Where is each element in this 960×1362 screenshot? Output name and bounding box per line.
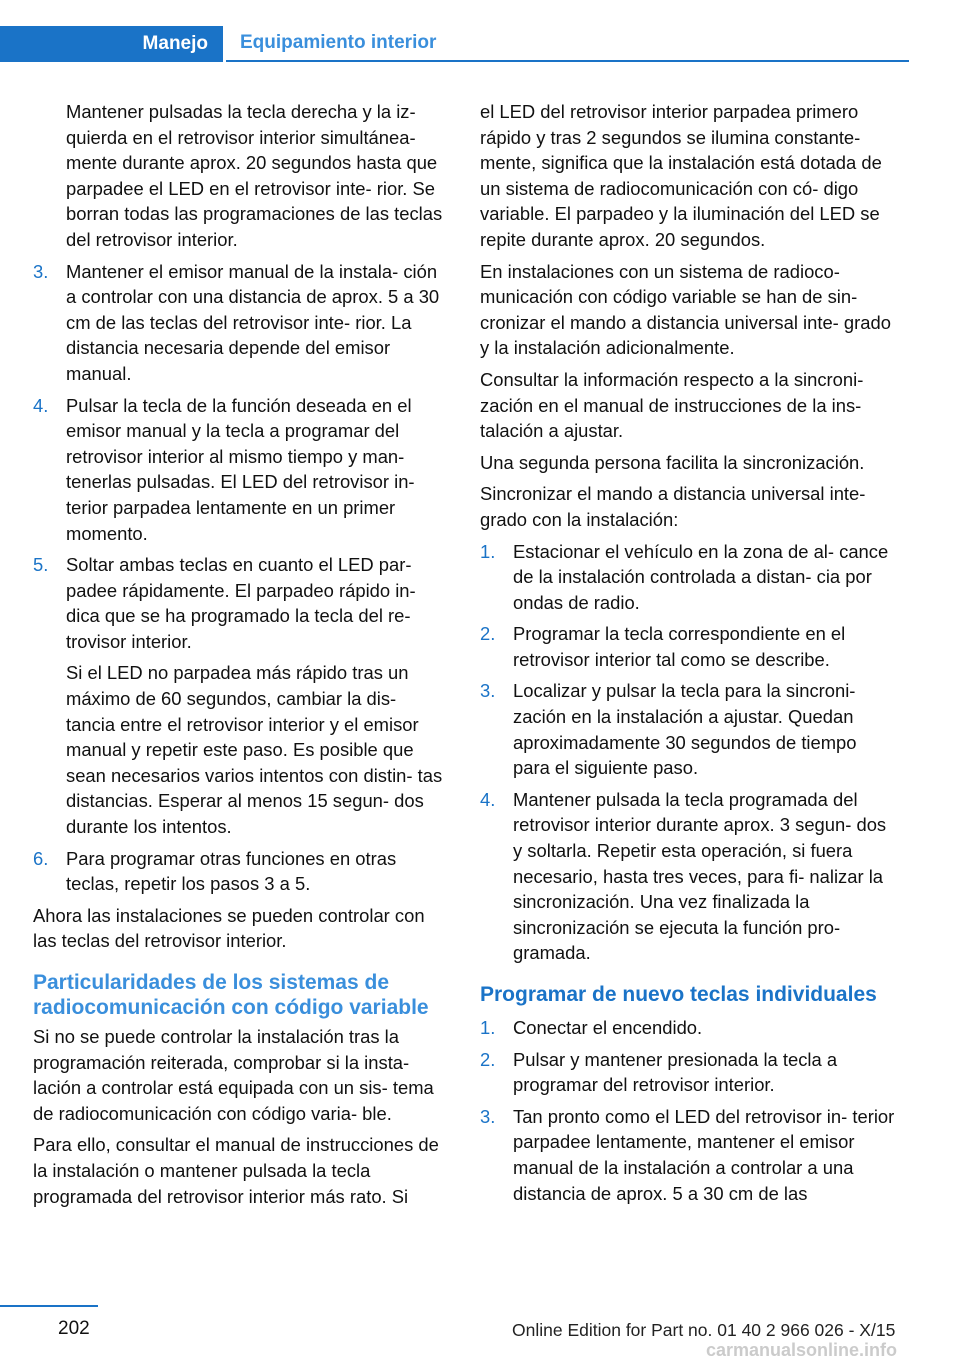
step-number: 6. [33, 847, 49, 869]
chapter-tab: Manejo [0, 26, 223, 62]
list-item [480, 1104, 898, 1206]
step-text: Pulsar la tecla de la función deseada en el emisor manual y la tecla a programar del retrovisor interior al mismo tiempo y man‐ tenerlas pulsadas. El LED del retrovisor in‐ terior parpadea lentamente en un primer momento. [66, 394, 415, 544]
paragraph: Para ello, consultar el manual de instrucciones de la instalación o mantener pulsada la tecla programada del retrovisor interior más rato. Si [33, 1134, 439, 1207]
watermark: carmanualsonline.info [706, 1340, 898, 1360]
paragraph: Si no se puede controlar la instalación tras la programación reiterada, comprobar si la insta‐ lación a controlar está equipada con un sis‐ tema de radiocomunicación con código varia‐ ble. [33, 1026, 434, 1124]
step-text: Mantener pulsada la tecla programada del retrovisor interior durante aprox. 3 segun‐ dos y soltarla. Repetir esta operación, si fuera necesario, hasta tres veces, para fi‐ nalizar la sincronización. Una vez finalizada la sincronización se ejecuta la función pro‐ gramada. [513, 788, 887, 964]
step-number: 3. [480, 680, 496, 702]
list-item [480, 678, 898, 780]
paragraph: Sincronizar el mando a distancia universal inte‐ grado con la instalación: [480, 483, 866, 530]
paragraph: En instalaciones con un sistema de radioco‐ municación con código variable se han de sin‐ cronizar el mando a distancia universal inte‐ grado y la instalación adicionalmente. [480, 260, 891, 359]
edition-text: Online Edition for Part no. 01 40 2 966 026 - X/15 [512, 1320, 896, 1340]
step-number: 2. [480, 623, 496, 645]
after-steps-paragraph: Ahora las instalaciones se pueden controlar con las teclas del retrovisor interior. [33, 904, 425, 952]
step-number: 4. [480, 788, 496, 810]
list-item [480, 787, 898, 966]
intro-paragraph: Mantener pulsadas la tecla derecha y la iz‐ quierda en el retrovisor interior simultánea‐ mente durante aprox. 20 segundos hasta que parpadee el LED en el retrovisor inte‐ rior. Se borran todas las programaciones de las teclas del retrovisor interior. [66, 101, 443, 250]
page-number: 202 [58, 1318, 90, 1339]
list-item [480, 1047, 898, 1098]
list-item [480, 1015, 898, 1041]
list-item [33, 259, 448, 387]
step-text: Estacionar el vehículo en la zona de al‐ cance de la instalación controlada a distan‐ cia por ondas de radio. [513, 540, 889, 613]
list-item [33, 846, 448, 897]
right-column [480, 99, 898, 1212]
step-number: 5. [33, 554, 49, 576]
step-number: 3. [480, 1105, 496, 1127]
list-item [33, 393, 448, 547]
step-text: Para programar otras funciones en otras teclas, repetir los pasos 3 a 5. [66, 847, 397, 895]
step-text: Pulsar y mantener presionada la tecla a programar del retrovisor interior. [513, 1048, 838, 1096]
step-text: Conectar el encendido. [513, 1017, 703, 1038]
footer-rule [0, 1305, 98, 1307]
step-text: Tan pronto como el LED del retrovisor in‐ terior parpadee lentamente, mantener el emisor manual de la instalación a controlar a una distancia de aprox. 5 a 30 cm de las [513, 1105, 895, 1204]
step-number: 1. [480, 540, 496, 562]
step-text: Localizar y pulsar la tecla para la sincroni‐ zación en la instalación a ajustar. Quedan aproximadamente 30 segundos de tiempo para el siguiente paso. [513, 680, 857, 779]
step-text: Soltar ambas teclas en cuanto el LED par‐ padee rápidamente. El parpadeo rápido in‐ dica que se ha programado la tecla del re‐ trovisor interior. [66, 554, 416, 652]
step-text: Programar la tecla correspondiente en el retrovisor interior tal como se describe. [513, 623, 846, 670]
step-number: 3. [33, 260, 49, 282]
section-heading: Particularidades de los sistemas de radiocomunicación con código variable [33, 971, 429, 1019]
paragraph: el LED del retrovisor interior parpadea primero rápido y tras 2 segundos se ilumina constante‐ mente, significa que la instalación está dotada de un sistema de radiocomunicación con có‐ digo variable. El parpadeo y la iluminación del LED se repite durante aprox. 20 segundos. [480, 101, 882, 250]
section-heading: Programar de nuevo teclas individuales [480, 983, 877, 1006]
left-column [33, 99, 448, 1215]
step-number: 1. [480, 1017, 496, 1038]
page-header [0, 26, 895, 62]
list-item [480, 539, 898, 616]
list-item [480, 621, 898, 672]
step-number: 4. [33, 394, 49, 416]
section-tab: Equipamiento interior [226, 26, 909, 62]
paragraph: Una segunda persona facilita la sincronización. [480, 451, 865, 473]
list-item [33, 552, 448, 840]
step-number: 2. [480, 1048, 496, 1070]
step-subparagraph: Si el LED no parpadea más rápido tras un máximo de 60 segundos, cambiar la dis‐ tancia entre el retrovisor interior y el emisor manual y repetir este paso. Es posible que sean necesarios varios intentos con distin‐ tas distancias. Esperar al menos 15 segun‐ dos durante los intentos. [66, 662, 443, 838]
step-text: Mantener el emisor manual de la instala‐ ción a controlar con una distancia de aprox. 5 a 30 cm de las teclas del retrovisor inte‐ rior. La distancia necesaria depende del emisor manual. [66, 260, 440, 384]
paragraph: Consultar la información respecto a la sincroni‐ zación en el manual de instrucciones de la ins‐ talación a ajustar. [480, 368, 864, 442]
